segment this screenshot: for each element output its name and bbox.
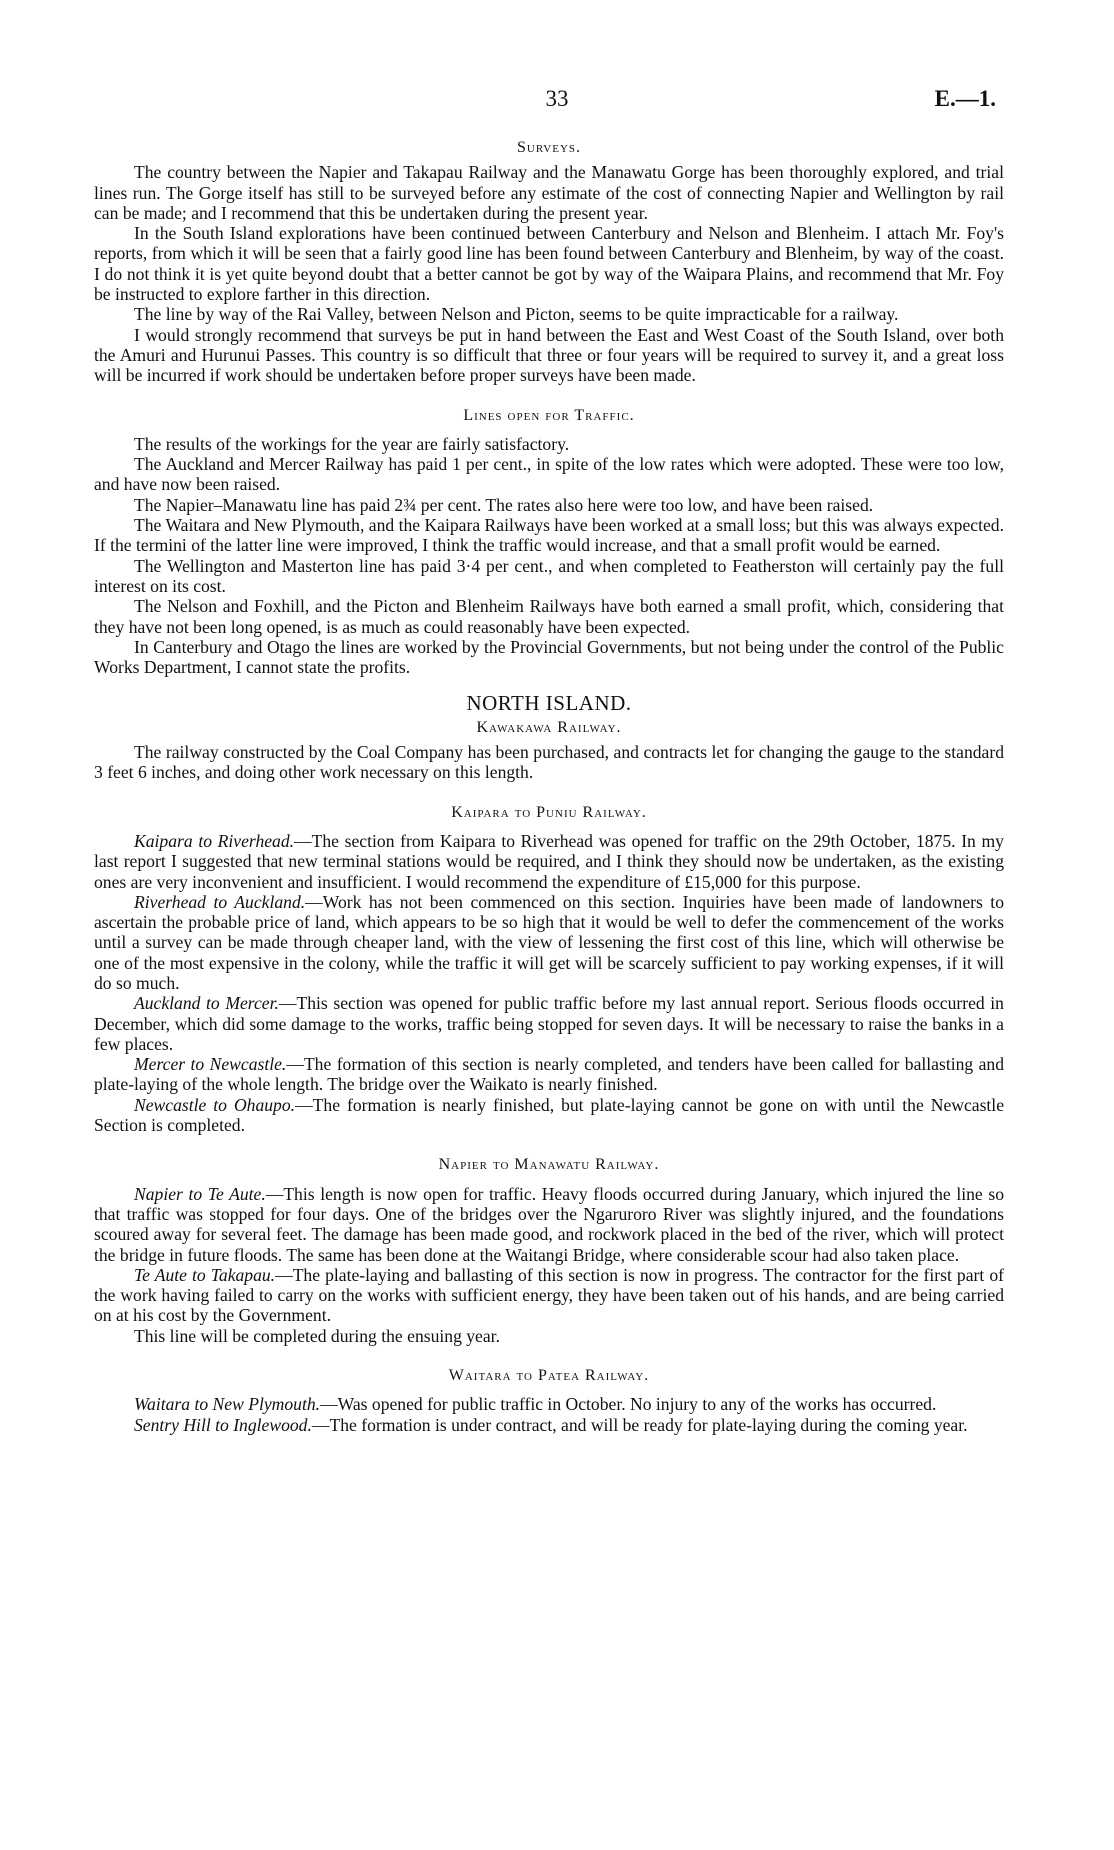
paragraph: [94, 1184, 1004, 1265]
paragraph: In the South Island explorations have been continued between Canterbury and Nelson and Blenheim. I attach Mr. Foy's reports, from which it will be seen that a fairly good line has been found between Canterbury and Blenheim, by way of the coast. I do not think it is yet quite beyond doubt that a better cannot be got by way of the Waipara Plains, and recommend that Mr. Foy be instructed to explore farther in this direction.: [94, 223, 1004, 305]
paragraph: In Canterbury and Otago the lines are worked by the Provincial Governments, but not being under the control of the Public Works Department, I cannot state the profits.: [94, 636, 1004, 678]
paragraph: The results of the workings for the year are fairly satisfactory.: [134, 433, 570, 454]
paragraph: The country between the Napier and Takapau Railway and the Manawatu Gorge has been thoroughly explored, and trial lines run. The Gorge itself has still to be surveyed before any estimate of the cost of connecting Napier and Wellington by rail can be made; and I recommend that this be undertaken during the present year.: [94, 162, 1004, 223]
subsection-text: —The section from Kaipara to Riverhead was opened for traffic on the 29th October, 1875. In my last report I suggested that new terminal stations would be required, and I think they should now be undertaken, as the existing ones are very inconvenient and insufficient. I would recommend the expenditure of £15,000 for this purpose.: [94, 830, 1004, 892]
paragraph: [94, 892, 1004, 993]
paragraph: [94, 1415, 1004, 1435]
paragraph: The line by way of the Rai Valley, between Nelson and Picton, seems to be quite impracticable for a railway.: [134, 304, 899, 325]
subsection-text: —The formation of this section is nearly completed, and tenders have been called for ballasting and plate-laying of the whole length. The bridge over the Waikato is nearly finished.: [94, 1054, 1004, 1095]
section-heading-napier-manawatu: Napier to Manawatu Railway.: [438, 1156, 660, 1174]
paragraph: [94, 993, 1004, 1054]
subsection-title: Waitara to New Plymouth.: [134, 1394, 321, 1415]
section-heading-kawakawa: Kawakawa Railway.: [476, 718, 622, 736]
paragraph: [94, 1095, 1004, 1136]
page-number: 33: [545, 86, 569, 111]
paragraph: The Waitara and New Plymouth, and the Kaipara Railways have been worked at a small loss; but this was always expected. If the termini of the latter line were improved, I think the traffic would increase, and that a small profit would be earned.: [94, 515, 1004, 556]
subsection-title: Mercer to Newcastle.: [134, 1054, 287, 1075]
paragraph: [94, 1054, 1004, 1095]
document-body: [94, 138, 1004, 1435]
paragraph: The Napier–Manawatu line has paid 2¾ per cent. The rates also here were too low, and have been raised.: [134, 494, 874, 515]
paragraph: The Nelson and Foxhill, and the Picton and Blenheim Railways have both earned a small profit, which, considering that they have not been long opened, is as much as could reasonably have been expected.: [94, 596, 1004, 637]
subsection-title: Auckland to Mercer.: [134, 993, 279, 1014]
paragraph: [94, 1394, 1004, 1414]
paragraph: [94, 1265, 1004, 1326]
section-heading-surveys: Surveys.: [516, 139, 582, 156]
region-heading-north-island: NORTH ISLAND.: [466, 691, 632, 716]
subsection-title: Te Aute to Takapau.: [134, 1264, 276, 1285]
subsection-text: —This section was opened for public traffic before my last annual report. Serious floods occurred in December, which did some damage to the works, traffic being stopped for seven days. It will be necessary to raise the banks in a few places.: [94, 993, 1004, 1054]
paragraph: The Wellington and Masterton line has paid 3·4 per cent., and when completed to Featherston will certainly pay the full interest on its cost.: [94, 555, 1004, 596]
paragraph: The Auckland and Mercer Railway has paid 1 per cent., in spite of the low rates which were adopted. These were too low, and have now been raised.: [94, 454, 1004, 495]
subsection-title: Kaipara to Riverhead.: [134, 830, 295, 851]
paragraph: I would strongly recommend that surveys be put in hand between the East and West Coast of the South Island, over both the Amuri and Hurunui Passes. This country is so difficult that three or four years will be required to survey it, and a great loss will be incurred if work should be undertaken before proper surveys have been made.: [94, 324, 1004, 386]
document-reference: E.—1.: [934, 86, 996, 111]
subsection-text: —The formation is nearly finished, but plate-laying cannot be gone on with until the Newcastle Section is completed.: [94, 1094, 1005, 1136]
paragraph: This line will be completed during the ensuing year.: [134, 1325, 500, 1346]
section-heading-kaipara-puniu: Kaipara to Puniu Railway.: [451, 803, 647, 821]
subsection-text: —The formation is under contract, and will be ready for plate-laying during the coming year.: [311, 1414, 968, 1435]
subsection-title: Newcastle to Ohaupo.: [134, 1094, 296, 1115]
subsection-text: —Was opened for public traffic in October. No injury to any of the works has occurred.: [320, 1394, 937, 1415]
subsection-text: —This length is now open for traffic. Heavy floods occurred during January, which injured the line so that traffic was stopped for four days. One of the bridges over the Ngaruroro River was slightly injured, and the foundations scoured away for several feet. The damage has been made good, and rockwork placed in the bed of the river, which will protect the bridge in future floods. The same has been done at the Waitangi Bridge, where considerable scour had also taken place.: [94, 1183, 1004, 1265]
subsection-title: Riverhead to Auckland.: [134, 891, 306, 912]
paragraph: [94, 831, 1004, 892]
paragraph: The railway constructed by the Coal Company has been purchased, and contracts let for changing the gauge to the standard 3 feet 6 inches, and doing other work necessary on this length.: [94, 742, 1004, 783]
section-heading-lines-open: Lines open for Traffic.: [463, 406, 635, 424]
subsection-text: —The plate-laying and ballasting of this section is now in progress. The contractor for the first part of the work having failed to carry on the works with sufficient energy, they have been taken out of his hands, and are being carried on at his cost by the Government.: [94, 1264, 1004, 1326]
subsection-title: Napier to Te Aute.: [134, 1183, 266, 1204]
section-heading-waitara-patea: Waitara to Patea Railway.: [448, 1367, 650, 1385]
subsection-title: Sentry Hill to Inglewood.: [134, 1414, 312, 1435]
subsection-text: —Work has not been commenced on this section. Inquiries have been made of landowners to ascertain the probable price of land, which appears to be so high that it would be well to defer the commencement of the works until a survey can be made through cheaper land, with the view of lessening the first cost of this line, which will otherwise be one of the most expensive in the colony, while the traffic it will get will be scarcely sufficient to pay working expenses, if it will do so much.: [94, 891, 1004, 993]
